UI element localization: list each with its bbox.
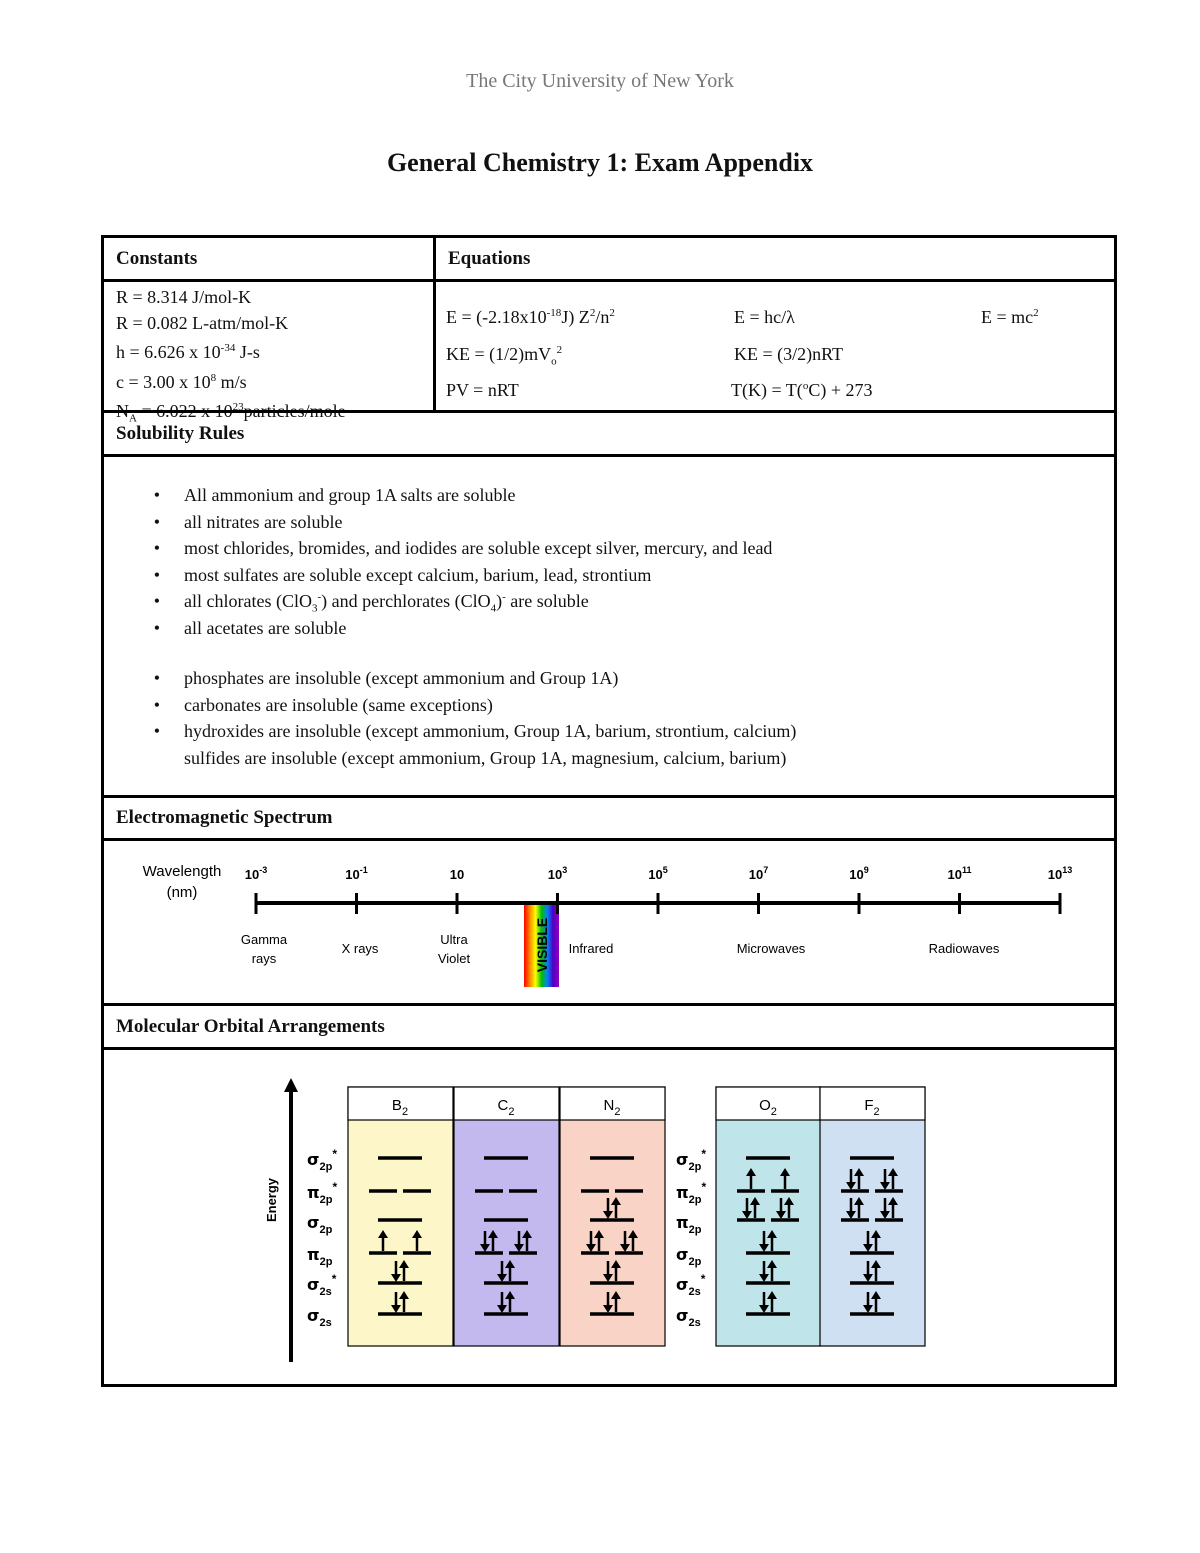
solubility-header: Solubility Rules (116, 422, 245, 444)
equation-kinetic-energy: KE = $(1/2)mV_o^2$ (446, 344, 563, 368)
spectrum-tick-label: 10 (449, 867, 465, 882)
insoluble-rule-item: • phosphates are insoluble (except ammonium and Group 1A) (153, 668, 619, 688)
spectrum-tick-label: $10^{-1}$ (345, 865, 368, 882)
rule-item: • all nitrates are soluble (153, 511, 343, 532)
gamma-label-1: Gamma (240, 932, 288, 947)
gamma-label-2: rays (251, 951, 277, 966)
energy-arrowhead (284, 1078, 298, 1092)
uv-label-2: Violet (437, 951, 471, 966)
rule-item: • All ammonium and group 1A salts are soluble (153, 485, 516, 505)
orbital-label: $\pi_{2p}$ (676, 1213, 702, 1236)
equations-header: Equations (448, 247, 531, 269)
spectrum-tick-label: $10^7$ (748, 865, 769, 882)
orbital-label: $\pi_{2p}^*$ (307, 1180, 338, 1206)
molecule-column (716, 1087, 821, 1346)
orbital-label: $\sigma_{2s}^*$ (307, 1272, 337, 1298)
rule-chlorates: • all chlorates (ClO$_3$-) and perchlorates (ClO$_4$)- are soluble (153, 591, 589, 615)
visible-label: VISIBLE (534, 917, 550, 973)
spectrum-tick-label: $10^{11}$ (947, 865, 972, 882)
radiowaves-label: Radiowaves (928, 941, 1000, 956)
avogadro-number: $N_A = 6.022$ x $10^{23}particles$/mole (116, 401, 346, 425)
molecule-name: $F_2$ (864, 1097, 880, 1118)
planck-constant: h = 6.626 x $10^{-34}$ J-s (116, 342, 260, 362)
molecule-name: $B_2$ (391, 1097, 409, 1118)
wavelength-label: Wavelength (142, 863, 222, 880)
constants-equations-box (101, 235, 1117, 425)
orbital-label: $\pi_{2p}^*$ (676, 1180, 707, 1206)
header-divider (104, 279, 1114, 282)
equation-photon-energy: E = hc/λ (734, 307, 795, 327)
rule-item: • most chlorides, bromides, and iodides are soluble except silver, mercury, and lead (153, 538, 773, 558)
insoluble-rule-item: • hydroxides are insoluble (except ammonium, Group 1A, barium, strontium, calcium) (153, 721, 797, 741)
rule-sulfides: sulfides are insoluble (except ammonium, Group 1A, magnesium, calcium, barium) (184, 747, 787, 768)
orbital-label: $\sigma_{2s}$ (307, 1306, 332, 1329)
orbital-label: $\pi_{2p}$ (307, 1245, 333, 1268)
spectrum-tick-label: $10^5$ (648, 865, 668, 882)
constants-header: Constants (116, 247, 198, 269)
infrared-label: Infrared (568, 941, 614, 956)
wavelength-unit: (nm) (166, 884, 198, 901)
spectrum-diagram (104, 841, 1114, 1006)
header-divider (104, 454, 1114, 457)
solubility-rules-list (104, 485, 1104, 774)
spectrum-header: Electromagnetic Spectrum (116, 807, 333, 828)
mo-header: Molecular Orbital Arrangements (116, 1015, 385, 1037)
equation-energy-level: $E = (-2.18x10^{-18}J)$ $Z^2/n^2$ (446, 307, 615, 327)
page-title: General Chemistry 1: Exam Appendix (386, 148, 814, 177)
orbital-label: $\sigma_{2p}^*$ (676, 1147, 706, 1173)
speed-of-light: c = 3.00 x $10^8$ m/s (116, 371, 247, 392)
molecule-column (820, 1087, 925, 1346)
rule-item: • most sulfates are soluble except calcium, barium, lead, strontium (153, 564, 652, 585)
molecule-name: $O_2$ (759, 1097, 777, 1118)
institution-header: The City University of New York (466, 70, 734, 92)
molecule-column (454, 1087, 559, 1346)
gas-constant-1: R = 8.314 J/mol-K (116, 287, 252, 307)
orbital-label: $\sigma_{2p}$ (307, 1213, 333, 1236)
xray-label: X rays (341, 941, 379, 956)
gas-constant-2: R = 0.082 L-atm/mol-K (116, 312, 289, 333)
molecule-column (348, 1087, 453, 1346)
orbital-label: $\sigma_{2s}$ (676, 1306, 701, 1329)
molecule-name: $N_2$ (603, 1097, 621, 1118)
molecule-name: $C_2$ (497, 1097, 515, 1118)
spectrum-tick-label: $10^{-3}$ (244, 865, 268, 882)
equation-kinetic-energy-gas: KE = (3/2)nRT (734, 344, 844, 364)
mo-diagram (104, 1050, 1114, 1385)
solubility-box (101, 410, 1117, 798)
microwaves-label: Microwaves (736, 941, 806, 956)
uv-label-1: Ultra (440, 932, 468, 947)
equation-ideal-gas: PV = nRT (446, 380, 519, 400)
spectrum-tick-label: $10^9$ (849, 865, 869, 882)
molecule-column (560, 1087, 665, 1346)
spectrum-box (101, 795, 1117, 1006)
equation-mass-energy: $E = mc^2$ (981, 307, 1039, 327)
equation-temperature: T(K) = T($^o$C) + 273 (731, 380, 873, 400)
spectrum-tick-label: $10^3$ (547, 865, 568, 882)
energy-label: Energy (264, 1177, 279, 1223)
rule-acetates: • all acetates are soluble (153, 617, 347, 638)
insoluble-rule-item: • carbonates are insoluble (same exceptions) (153, 694, 493, 715)
orbital-label: $\sigma_{2p}^*$ (307, 1147, 337, 1173)
spectrum-tick-label: $10^{13}$ (1047, 865, 1073, 882)
orbital-label: $\sigma_{2s}^*$ (676, 1272, 706, 1298)
orbital-label: $\sigma_{2p}$ (676, 1245, 702, 1268)
mo-box (101, 1003, 1117, 1387)
